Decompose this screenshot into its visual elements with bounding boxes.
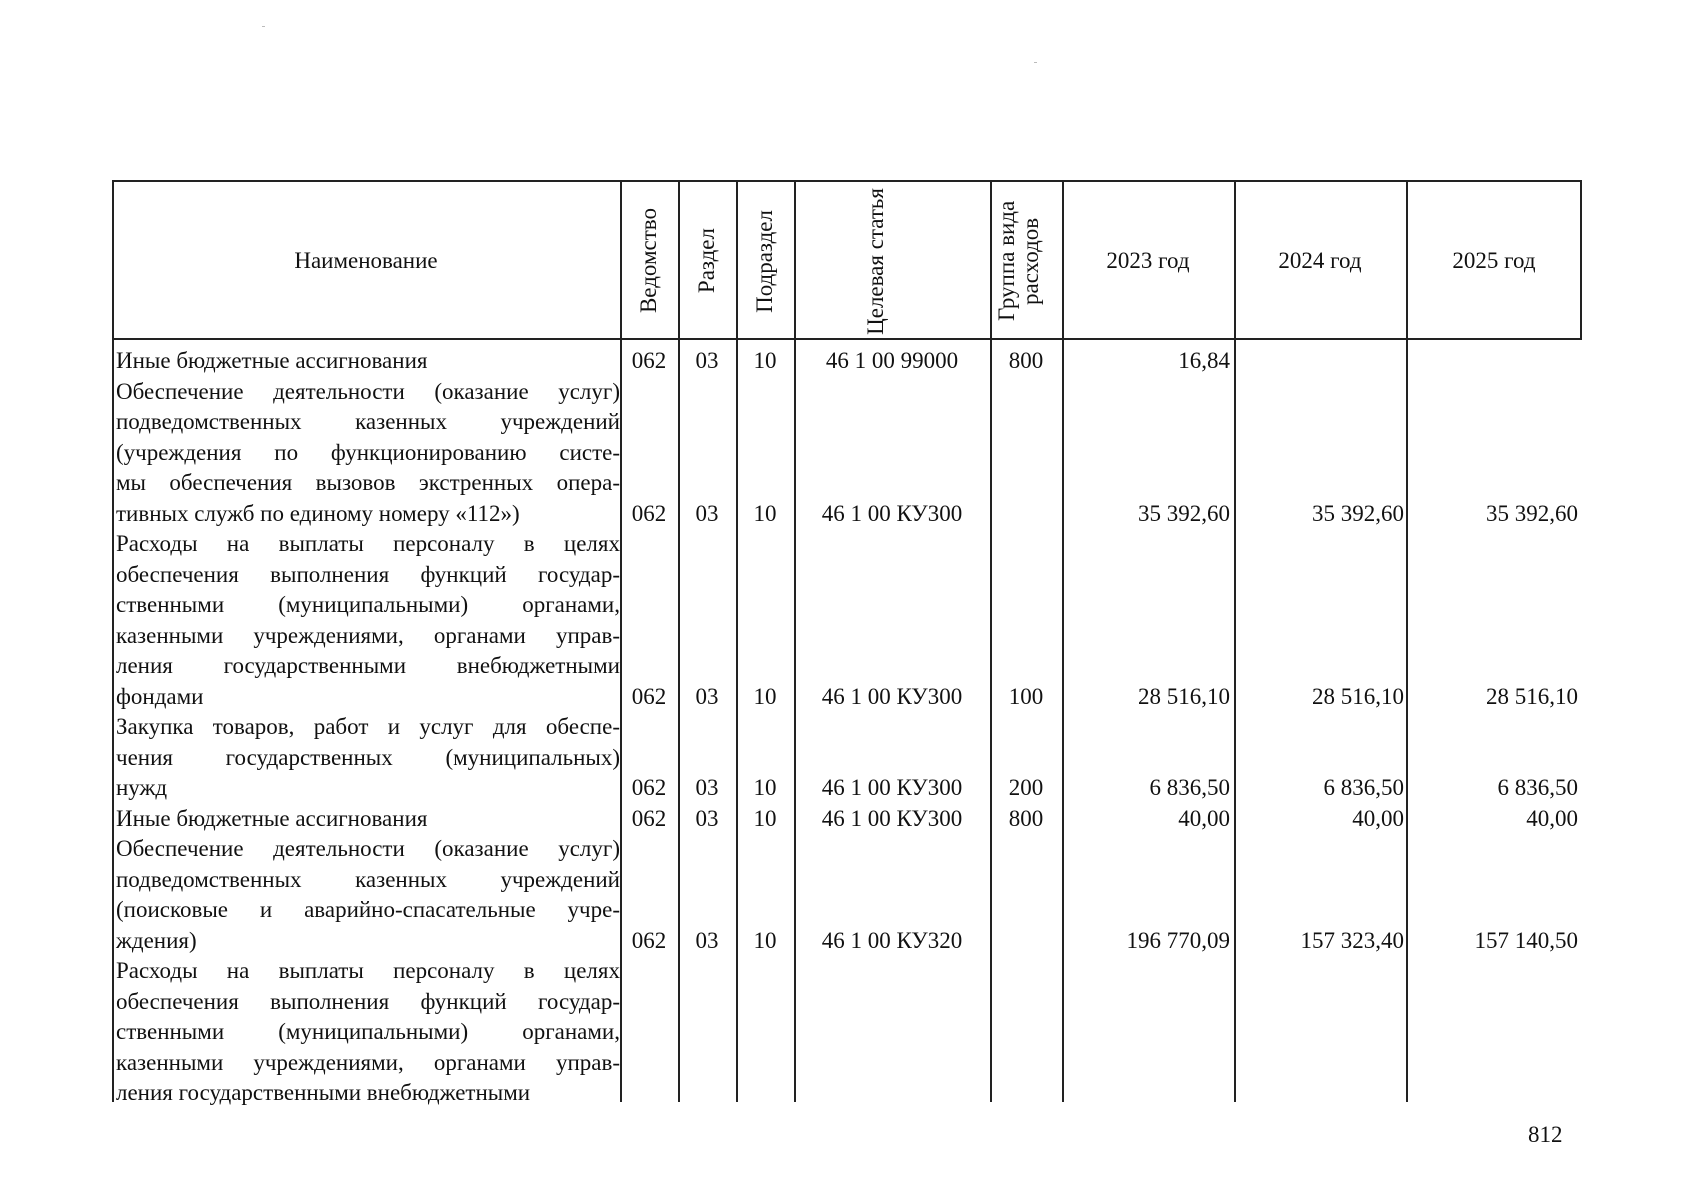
cell-y2025: 35 392,60: [1486, 500, 1578, 526]
column-line: [1580, 180, 1582, 340]
cell-celevaya: 46 1 00 КУ300: [821, 683, 963, 709]
cell-y2025: 40,00: [1526, 805, 1578, 831]
row-name-line: ственными (муниципальными) органами,: [116, 1019, 620, 1044]
row-name-line: Обеспечение деятельности (оказание услуг): [116, 378, 620, 404]
cell-celevaya: 46 1 00 КУ300: [821, 805, 963, 831]
cell-y2023: 16,84: [1178, 348, 1230, 373]
cell-ved: 062: [631, 683, 667, 709]
table-row: [112, 956, 1582, 1109]
table-header: [112, 180, 1582, 340]
header-2025: 2025 год: [1452, 248, 1536, 273]
cell-podrazdel: 10: [753, 805, 777, 831]
row-name-line: (поисковые и аварийно-спасательные учре-: [116, 897, 620, 922]
row-name-line: подведомственных казенных учреждений: [116, 866, 620, 892]
cell-gruppa: 100: [1008, 683, 1044, 709]
row-name: [116, 712, 620, 804]
row-name-line: тивных служб по единому номеру «112»): [116, 500, 520, 526]
row-name-line: Иные бюджетные ассигнования: [116, 348, 428, 373]
column-line: [1234, 180, 1236, 1102]
row-name-line: Расходы на выплаты персоналу в целях: [116, 531, 620, 556]
row-name-line: Расходы на выплаты персоналу в целях: [116, 958, 620, 983]
row-name-line: ления государственными внебюджетными: [116, 1080, 531, 1105]
row-name-line: обеспечения выполнения функций государ-: [116, 988, 620, 1014]
cell-ved: 062: [631, 775, 667, 800]
cell-razdel: 03: [695, 683, 719, 709]
cell-podrazdel: 10: [753, 683, 777, 709]
header-2023: 2023 год: [1106, 248, 1190, 273]
column-line: [1062, 180, 1064, 1102]
row-name: [116, 346, 620, 377]
row-name-line: мы обеспечения вызовов экстренных опера-: [116, 470, 620, 495]
cell-ved: 062: [631, 805, 667, 831]
cell-y2024: 28 516,10: [1312, 683, 1404, 709]
table-row: [112, 834, 1582, 956]
page-number: 812: [1528, 1122, 1563, 1147]
row-name-line: ления государственными внебюджетными: [116, 653, 620, 678]
cell-ved: 062: [631, 927, 667, 953]
cell-gruppa: 800: [1008, 348, 1044, 373]
column-line: [736, 180, 738, 1102]
header-ved: Ведомство: [635, 208, 661, 314]
cell-razdel: 03: [695, 500, 719, 526]
cell-razdel: 03: [695, 927, 719, 953]
header-2024: 2024 год: [1278, 248, 1362, 273]
row-name-line: ждения): [116, 927, 197, 953]
cell-ved: 062: [631, 500, 667, 526]
row-name: [116, 956, 620, 1109]
row-name: [116, 377, 620, 530]
row-name: [116, 804, 620, 835]
header-gruppa: Группа вида расходов: [994, 200, 1044, 322]
row-name-line: подведомственных казенных учреждений: [116, 409, 620, 434]
header-razdel: Раздел: [693, 228, 719, 294]
cell-celevaya: 46 1 00 КУ320: [821, 927, 963, 953]
column-line: [794, 180, 796, 1102]
table-row: [112, 529, 1582, 712]
row-name-line: обеспечения выполнения функций государ-: [116, 561, 620, 587]
budget-table: [112, 180, 1582, 1105]
scan-speck: [262, 26, 265, 27]
cell-celevaya: 46 1 00 99000: [825, 348, 959, 373]
cell-podrazdel: 10: [753, 348, 777, 373]
row-name: [116, 834, 620, 956]
row-name-line: фондами: [116, 683, 204, 709]
cell-gruppa: 200: [1008, 775, 1044, 800]
row-name-line: Закупка товаров, работ и услуг для обеспе-: [116, 714, 620, 739]
row-name: [116, 529, 620, 712]
cell-y2025: 157 140,50: [1474, 927, 1578, 953]
cell-ved: 062: [631, 348, 667, 373]
row-name-line: Обеспечение деятельности (оказание услуг): [116, 836, 620, 861]
row-name-line: (учреждения по функционированию систе-: [116, 439, 620, 465]
table-row: [112, 346, 1582, 377]
cell-y2025: 6 836,50: [1497, 775, 1578, 800]
cell-y2024: 6 836,50: [1323, 775, 1404, 800]
header-name: Наименование: [294, 248, 438, 273]
row-name-line: казенными учреждениями, органами управ-: [116, 622, 620, 648]
cell-razdel: 03: [695, 775, 719, 800]
cell-celevaya: 46 1 00 КУ300: [821, 500, 963, 526]
header-podrazdel: Подраздел: [751, 209, 777, 313]
cell-y2023: 28 516,10: [1138, 683, 1230, 709]
column-line: [620, 180, 622, 1102]
cell-y2023: 40,00: [1178, 805, 1230, 831]
cell-y2023: 6 836,50: [1149, 775, 1230, 800]
cell-razdel: 03: [695, 805, 719, 831]
cell-podrazdel: 10: [753, 500, 777, 526]
cell-razdel: 03: [695, 348, 719, 373]
cell-y2023: 196 770,09: [1126, 927, 1230, 953]
table-row: [112, 804, 1582, 835]
cell-y2024: 157 323,40: [1300, 927, 1404, 953]
column-line: [1406, 180, 1408, 1102]
header-celevaya: Целевая статья: [863, 187, 888, 335]
column-line: [112, 180, 114, 1102]
cell-podrazdel: 10: [753, 775, 777, 800]
row-name-line: ственными (муниципальными) органами,: [116, 592, 620, 617]
row-name-line: чения государственных (муниципальных): [116, 744, 620, 770]
table-row: [112, 377, 1582, 530]
cell-gruppa: 800: [1008, 805, 1044, 831]
column-line: [678, 180, 680, 1102]
scan-speck: [1034, 62, 1037, 63]
cell-y2023: 35 392,60: [1138, 500, 1230, 526]
cell-y2025: 28 516,10: [1486, 683, 1578, 709]
row-name-line: казенными учреждениями, органами управ-: [116, 1049, 620, 1075]
cell-y2024: 40,00: [1352, 805, 1404, 831]
column-line: [990, 180, 992, 1102]
cell-podrazdel: 10: [753, 927, 777, 953]
table-row: [112, 712, 1582, 804]
cell-y2024: 35 392,60: [1312, 500, 1404, 526]
row-name-line: Иные бюджетные ассигнования: [116, 805, 428, 831]
row-name-line: нужд: [116, 775, 168, 800]
cell-celevaya: 46 1 00 КУ300: [821, 775, 963, 800]
